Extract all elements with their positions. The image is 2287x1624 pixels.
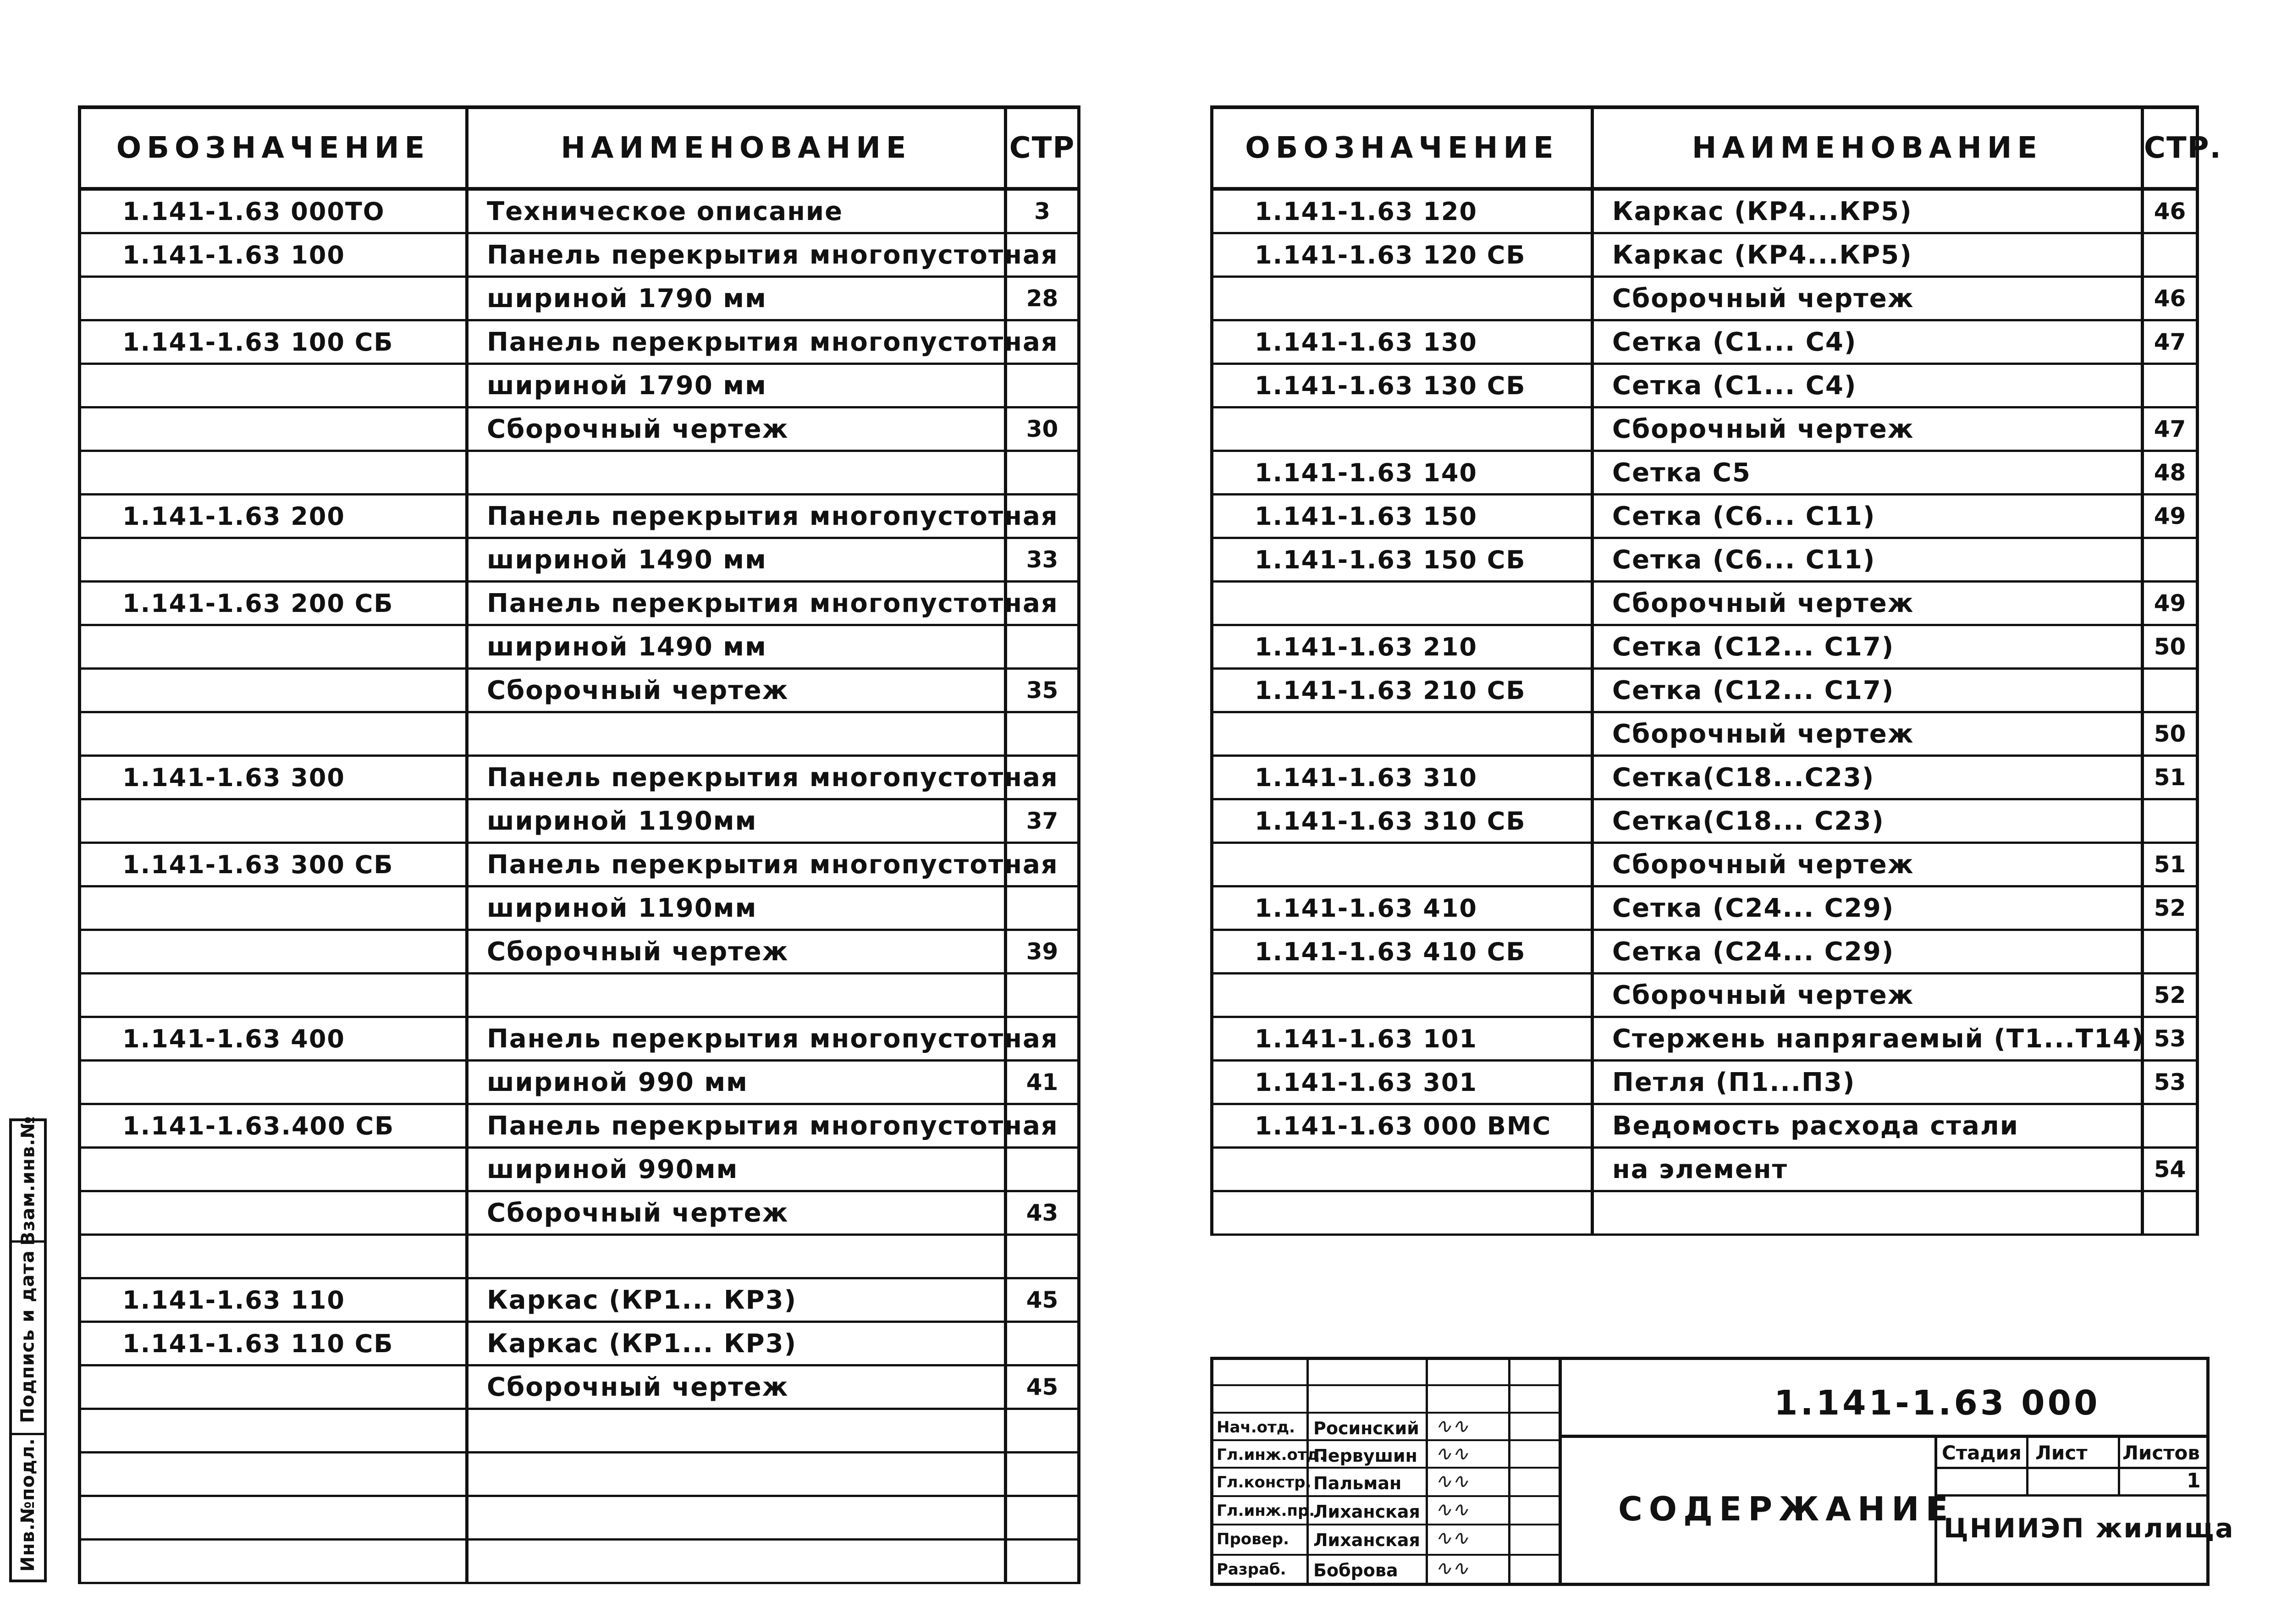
page-cell: 43 [1006,1191,1079,1235]
designation-cell: 1.141-1.63 210 [1212,625,1593,669]
table-row [80,886,1079,930]
page-cell: 53 [2143,1061,2198,1104]
page-cell: 39 [1006,930,1079,974]
page-cell [1006,1148,1079,1191]
table-row [1212,625,2198,669]
side-stamp-cell [12,1240,44,1435]
table-row [80,1453,1079,1496]
designation-cell [80,538,467,582]
page-cell: 49 [2143,495,2198,538]
page-cell [1006,1235,1079,1278]
table-row [1212,756,2198,799]
page-cell: 52 [2143,974,2198,1017]
designation-cell [1212,974,1593,1017]
signature-role: Разраб. [1217,1560,1286,1579]
name-cell: шириной 990 мм [467,1061,1006,1104]
designation-cell: 1.141-1.63.400 СБ [80,1104,467,1148]
page-cell [2143,799,2198,843]
name-cell: Каркас (КР1... КР3) [467,1278,1006,1322]
designation-cell: 1.141-1.63 150 [1212,495,1593,538]
header-designation: ОБОЗНАЧЕНИЕ [80,107,467,189]
title-block [1210,1357,2235,1586]
stage-label: Стадия [1942,1442,2022,1464]
page-cell [2143,233,2198,277]
page-cell [1006,1496,1079,1540]
name-cell: Ведомость расхода стали [1593,1104,2143,1148]
signature-name: Первушин [1313,1446,1417,1466]
designation-cell: 1.141-1.63 310 [1212,756,1593,799]
name-cell: Сборочный чертеж [467,407,1006,451]
name-cell: Сетка(С18...С23) [1593,756,2143,799]
table-row [80,1365,1079,1409]
table-row [80,625,1079,669]
designation-cell: 1.141-1.63 110 СБ [80,1322,467,1365]
sheets-value: 1 [2187,1469,2201,1492]
table-row [80,1540,1079,1583]
name-cell: Сборочный чертеж [1593,582,2143,625]
name-cell: Сборочный чертеж [467,1365,1006,1409]
page-cell: 53 [2143,1017,2198,1061]
header-page: СТР [1006,107,1079,189]
designation-cell [80,930,467,974]
table-row [80,669,1079,712]
page-cell: 46 [2143,189,2198,233]
name-cell: Панель перекрытия многопустотная [467,1104,1006,1148]
designation-cell: 1.141-1.63 300 СБ [80,843,467,886]
name-cell: Каркас (КР4...КР5) [1593,233,2143,277]
table-row [80,1191,1079,1235]
designation-cell [80,451,467,495]
name-cell: шириной 1490 мм [467,625,1006,669]
page-cell [2143,538,2198,582]
name-cell: на элемент [1593,1148,2143,1191]
table-row [1212,495,2198,538]
name-cell: Панель перекрытия многопустотная [467,1017,1006,1061]
table-row [80,364,1079,407]
name-cell: Сетка (С12... С17) [1593,669,2143,712]
table-row [80,930,1079,974]
page-cell: 3 [1006,189,1079,233]
name-cell: Панель перекрытия многопустотная [467,843,1006,886]
handwritten-signature: ∿∿ [1435,1526,1469,1550]
designation-cell [1212,277,1593,320]
signature-role: Гл.инж.отд. [1217,1446,1325,1464]
table-row [80,1148,1079,1191]
table-row [80,756,1079,799]
header-name: НАИМЕНОВАНИЕ [1593,107,2143,189]
signature-role: Провер. [1217,1530,1289,1548]
name-cell: Панель перекрытия многопустотная [467,495,1006,538]
name-cell: Сборочный чертеж [1593,974,2143,1017]
table-row [80,320,1079,364]
signature-name: Боброва [1313,1560,1398,1580]
name-cell: Сборочный чертеж [1593,277,2143,320]
table-row [80,1322,1079,1365]
name-cell: Панель перекрытия многопустотная [467,233,1006,277]
page-cell [2143,1191,2198,1235]
name-cell: Сборочный чертеж [1593,712,2143,756]
table-row [1212,974,2198,1017]
name-cell: шириной 1190мм [467,886,1006,930]
designation-cell: 1.141-1.63 140 [1212,451,1593,495]
table-row [80,1017,1079,1061]
document-title: СОДЕРЖАНИЕ [1618,1490,1955,1528]
page-cell: 45 [1006,1365,1079,1409]
designation-cell: 1.141-1.63 210 СБ [1212,669,1593,712]
name-cell: Сетка (С6... С11) [1593,495,2143,538]
designation-cell [80,407,467,451]
signature-role: Гл.инж.пр. [1217,1502,1315,1520]
table-row [1212,669,2198,712]
table-row [1212,712,2198,756]
designation-cell [80,886,467,930]
header-designation: ОБОЗНАЧЕНИЕ [1212,107,1593,189]
designation-cell [80,625,467,669]
page-cell: 52 [2143,886,2198,930]
page-cell: 49 [2143,582,2198,625]
table-row [80,712,1079,756]
table-row [80,1235,1079,1278]
designation-cell [80,277,467,320]
handwritten-signature: ∿∿ [1435,1557,1469,1580]
designation-cell [80,974,467,1017]
table-row [80,799,1079,843]
name-cell: Сетка (С12... С17) [1593,625,2143,669]
page-cell [1006,886,1079,930]
designation-cell [1212,712,1593,756]
page-cell: 54 [2143,1148,2198,1191]
name-cell: Сетка С5 [1593,451,2143,495]
side-stamp-cell [12,1116,44,1246]
page-cell [1006,451,1079,495]
header-page: СТР. [2143,107,2198,189]
designation-cell: 1.141-1.63 200 СБ [80,582,467,625]
page-cell: 33 [1006,538,1079,582]
designation-cell: 1.141-1.63 120 СБ [1212,233,1593,277]
organization-name: ЦНИИЭП жилища [1944,1513,2235,1544]
table-row [1212,1061,2198,1104]
designation-cell [80,712,467,756]
designation-cell [1212,407,1593,451]
page-cell [2143,1104,2198,1148]
designation-cell: 1.141-1.63 410 СБ [1212,930,1593,974]
table-row [80,538,1079,582]
handwritten-signature: ∿∿ [1435,1415,1469,1438]
name-cell: шириной 1790 мм [467,277,1006,320]
designation-cell [80,364,467,407]
name-cell: Панель перекрытия многопустотная [467,582,1006,625]
name-cell: Сетка (С1... С4) [1593,320,2143,364]
designation-cell: 1.141-1.63 310 СБ [1212,799,1593,843]
name-cell: Сборочный чертеж [1593,407,2143,451]
page-cell: 50 [2143,625,2198,669]
designation-cell: 1.141-1.63 410 [1212,886,1593,930]
table-row [1212,1191,2198,1235]
designation-cell [1212,1148,1593,1191]
designation-cell [80,1496,467,1540]
name-cell [467,1540,1006,1583]
designation-cell [80,669,467,712]
page-cell [2143,669,2198,712]
page-cell [1006,974,1079,1017]
signature-name: Росинский [1313,1418,1419,1438]
header-row [80,107,1079,189]
name-cell: Сетка (С24... С29) [1593,886,2143,930]
designation-cell [80,1061,467,1104]
designation-cell [80,1365,467,1409]
table-row [1212,189,2198,233]
sheets-label: Листов [2122,1442,2200,1464]
table-row [80,1278,1079,1322]
table-row [1212,886,2198,930]
page-cell: 47 [2143,407,2198,451]
table-row [1212,1017,2198,1061]
page-cell [1006,1409,1079,1453]
designation-cell [80,1453,467,1496]
page-cell: 50 [2143,712,2198,756]
designation-cell: 1.141-1.63 130 [1212,320,1593,364]
page-cell [1006,1322,1079,1365]
page-cell: 30 [1006,407,1079,451]
name-cell [467,451,1006,495]
table-row [80,407,1079,451]
designation-cell [1212,582,1593,625]
table-row [80,582,1079,625]
table-row [80,1409,1079,1453]
page-cell: 35 [1006,669,1079,712]
name-cell: Сборочный чертеж [467,1191,1006,1235]
name-cell [467,974,1006,1017]
designation-cell: 1.141-1.63 000 ВМС [1212,1104,1593,1148]
page-cell [1006,1453,1079,1496]
handwritten-signature: ∿∿ [1435,1442,1469,1465]
name-cell [1593,1191,2143,1235]
table-row [80,233,1079,277]
name-cell: Сетка(С18... С23) [1593,799,2143,843]
header-row [1212,107,2198,189]
name-cell [467,1496,1006,1540]
name-cell: Техническое описание [467,189,1006,233]
table-row [1212,799,2198,843]
document-code: 1.141-1.63 000 [1774,1383,2100,1423]
page-cell [1006,364,1079,407]
name-cell: шириной 1790 мм [467,364,1006,407]
designation-cell [1212,1191,1593,1235]
name-cell [467,712,1006,756]
handwritten-signature: ∿∿ [1435,1470,1469,1493]
name-cell: Каркас (КР4...КР5) [1593,189,2143,233]
table-row [1212,1148,2198,1191]
name-cell: Сборочный чертеж [1593,843,2143,886]
table-row [1212,320,2198,364]
designation-cell: 1.141-1.63 100 [80,233,467,277]
sheet-label: Лист [2035,1442,2088,1464]
name-cell [467,1409,1006,1453]
designation-cell [80,1235,467,1278]
name-cell: Стержень напрягаемый (Т1...Т14) [1593,1017,2143,1061]
page-cell: 51 [2143,843,2198,886]
designation-cell [80,1540,467,1583]
name-cell: Сетка (С6... С11) [1593,538,2143,582]
name-cell: Сборочный чертеж [467,930,1006,974]
table-row [1212,538,2198,582]
page-cell: 37 [1006,799,1079,843]
table-row [80,495,1079,538]
name-cell: шириной 1490 мм [467,538,1006,582]
table-row [80,189,1079,233]
side-stamp-label: Взам.инв.№ [17,1116,39,1246]
page-cell [1006,1540,1079,1583]
name-cell: Сетка (С24... С29) [1593,930,2143,974]
signature-name: Лиханская [1313,1530,1420,1550]
header-name: НАИМЕНОВАНИЕ [467,107,1006,189]
table-row [80,843,1079,886]
signature-name: Пальман [1313,1473,1402,1493]
designation-cell [80,1409,467,1453]
page-cell: 41 [1006,1061,1079,1104]
name-cell [467,1453,1006,1496]
designation-cell: 1.141-1.63 400 [80,1017,467,1061]
side-stamp-cell [12,1433,44,1577]
designation-cell: 1.141-1.63 200 [80,495,467,538]
table-row [1212,233,2198,277]
side-stamp-label: Инв.№подл. [17,1438,39,1572]
table-row [1212,1104,2198,1148]
designation-cell: 1.141-1.63 150 СБ [1212,538,1593,582]
designation-cell: 1.141-1.63 000ТО [80,189,467,233]
designation-cell: 1.141-1.63 110 [80,1278,467,1322]
designation-cell: 1.141-1.63 101 [1212,1017,1593,1061]
table-row [1212,582,2198,625]
table-row [80,1104,1079,1148]
page-cell [2143,930,2198,974]
table-row [80,277,1079,320]
table-row [80,451,1079,495]
table-row [1212,451,2198,495]
contents-table-left [78,105,1080,1584]
designation-cell [80,799,467,843]
contents-table-right [1210,105,2222,1236]
name-cell: Петля (П1...П3) [1593,1061,2143,1104]
page-cell: 47 [2143,320,2198,364]
designation-cell: 1.141-1.63 130 СБ [1212,364,1593,407]
table-row [1212,364,2198,407]
table-row [80,974,1079,1017]
designation-cell: 1.141-1.63 100 СБ [80,320,467,364]
table-row [80,1496,1079,1540]
page-cell [1006,712,1079,756]
name-cell: Панель перекрытия многопустотная [467,320,1006,364]
side-stamp [9,1118,47,1582]
signature-name: Лиханская [1313,1502,1420,1522]
signature-role: Нач.отд. [1217,1418,1295,1437]
name-cell: Панель перекрытия многопустотная [467,756,1006,799]
table-row [1212,843,2198,886]
designation-cell: 1.141-1.63 120 [1212,189,1593,233]
designation-cell: 1.141-1.63 301 [1212,1061,1593,1104]
table-body [80,189,1079,1583]
page-cell: 51 [2143,756,2198,799]
page-cell [2143,364,2198,407]
name-cell: шириной 1190мм [467,799,1006,843]
designation-cell [80,1148,467,1191]
name-cell: шириной 990мм [467,1148,1006,1191]
name-cell: Сетка (С1... С4) [1593,364,2143,407]
side-stamp-label: Подпись и дата [17,1250,39,1423]
page-cell [1006,625,1079,669]
page-cell: 28 [1006,277,1079,320]
table-row [1212,407,2198,451]
handwritten-signature: ∿∿ [1435,1498,1469,1521]
table-row [1212,930,2198,974]
table-row [1212,277,2198,320]
designation-cell [80,1191,467,1235]
designation-cell [1212,843,1593,886]
name-cell [467,1235,1006,1278]
signature-role: Гл.констр. [1217,1473,1312,1492]
designation-cell: 1.141-1.63 300 [80,756,467,799]
name-cell: Сборочный чертеж [467,669,1006,712]
table-row [80,1061,1079,1104]
page-cell: 46 [2143,277,2198,320]
name-cell: Каркас (КР1... КР3) [467,1322,1006,1365]
table-body [1212,189,2198,1235]
page-cell: 48 [2143,451,2198,495]
page-cell: 45 [1006,1278,1079,1322]
